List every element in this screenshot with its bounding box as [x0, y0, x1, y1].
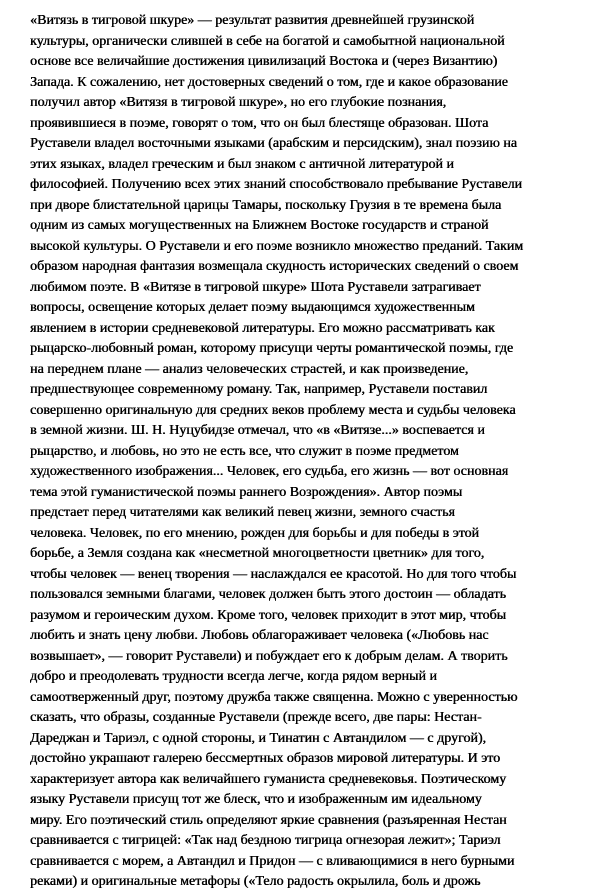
text-line: совершенно оригинальную для средних веков проблему места и судьбы человека: [30, 402, 516, 418]
text-line: сравнивается с морем, а Автандил и Придон — с вливающимися в него бурными: [30, 853, 515, 869]
text-line: любить и знать цену любви. Любовь облагораживает человека («Любовь нас: [30, 628, 489, 643]
text-line: проявившиеся в поэме, говорят о том, что он был блестяще образован. Шота: [30, 115, 489, 131]
text-line: предстает перед читателями как великий певец жизни, земного счастья: [30, 505, 455, 520]
text-line: Дареджан и Тариэл, с одной стороны, и Тинатин с Автандилом — с другой),: [30, 730, 487, 746]
text-line: пользовался земными благами, человек должен быть этого достоин — обладать: [30, 587, 506, 602]
text-line: Руставели владел восточными языками (арабским и персидским), знал поэзию на: [30, 136, 517, 151]
text-line: образом народная фантазия возмещала скудность исторических сведений о своем: [30, 259, 519, 274]
text-line: Запада. К сожалению, нет достоверных сведений о том, где и какое образование: [30, 74, 508, 90]
text-line: достойно украшают галерею бессмертных образов мировой литературы. И это: [30, 751, 501, 766]
text-line: характеризует автора как величайшего гуманиста средневековья. Поэтическому: [30, 771, 507, 787]
text-line: добро и преодолевать трудности всегда легче, когда рядом верный и: [30, 669, 437, 684]
text-line: миру. Его поэтический стиль определяют яркие сравнения (разъяренная Нестан: [30, 812, 507, 828]
text-line: философией. Получению всех этих знаний способствовало пребывание Руставели: [30, 177, 523, 192]
text-line: реками) и оригинальные метафоры («Тело радость окрылила, боль и дрожь: [30, 874, 481, 889]
text-line: рыцарско-любовный роман, которому присущи черты романтической поэмы, где: [30, 341, 514, 356]
body-text: [30, 11, 570, 893]
text-line: языку Руставели присущ тот же блеск, что и изображенным им идеальному: [30, 792, 482, 807]
text-line: основе все величайшие достижения цивилизаций Востока и (через Византию): [30, 54, 498, 69]
text-line: этих языках, владел греческим и был знаком с античной литературой и: [30, 156, 454, 172]
text-line: вопросы, освещение которых делает поэму выдающимся художественным: [30, 300, 475, 315]
text-line: предшествующее современному роману. Так, например, Руставели поставил: [30, 382, 488, 397]
text-line: возвышает», — говорит Руставели) и побуждает его к добрым делам. А творить: [30, 648, 508, 664]
text-line: тема этой гуманистической поэмы раннего Возрождения». Автор поэмы: [30, 484, 463, 500]
text-line: на переднем плане — анализ человеческих страстей, и как произведение,: [30, 361, 469, 377]
text-line: борьбе, а Земля создана как «несметной многоцветности цветник» для того,: [30, 546, 485, 561]
text-line: в земной жизни. Ш. Н. Нуцубидзе отмечал, что «в «Витязе...» воспевается и: [30, 423, 485, 438]
text-line: художественного изображения... Человек, его судьба, его жизнь — вот основная: [30, 464, 509, 479]
text-line: разумом и героическим духом. Кроме того, человек приходит в этот мир, чтобы: [30, 607, 507, 623]
text-line: сравнивается с тигрицей: «Так над бездною тигрица огнезорая лежит»; Тариэл: [30, 833, 501, 848]
text-line: «Витязь в тигровой шкуре» — результат развития древнейшей грузинской: [30, 13, 475, 28]
text-line: чтобы человек — венец творения — наслаждался ее красотой. Но для того чтобы: [30, 566, 517, 582]
text-line: одним из самых могущественных на Ближнем Востоке государств и страной: [30, 218, 489, 233]
text-line: культуры, органически слившей в себе на богатой и самобытной национальной: [30, 33, 505, 49]
text-line: получил автор «Витязя в тигровой шкуре», но его глубокие познания,: [30, 95, 447, 110]
text-line: рыцарство, и любовь, но это не есть все, что служит в поэме предметом: [30, 443, 459, 459]
text-line: при дворе блистательной царицы Тамары, поскольку Грузия в те времена была: [30, 197, 502, 213]
text-line: высокой культуры. О Руставели и его поэме возникло множество преданий. Таким: [30, 238, 524, 254]
text-line: любимом поэте. В «Витязе в тигровой шкуре» Шота Руставели затрагивает: [30, 279, 481, 295]
text-line: человека. Человек, по его мнению, рожден для борьбы и для победы в этой: [30, 525, 480, 541]
text-line: самоотверженный друг, поэтому дружба также священна. Можно с уверенностью: [30, 689, 518, 705]
text-line: сказать, что образы, созданные Руставели (прежде всего, две пары: Нестан-: [30, 710, 482, 725]
text-line: явлением в истории средневековой литературы. Его можно рассматривать как: [30, 320, 495, 336]
